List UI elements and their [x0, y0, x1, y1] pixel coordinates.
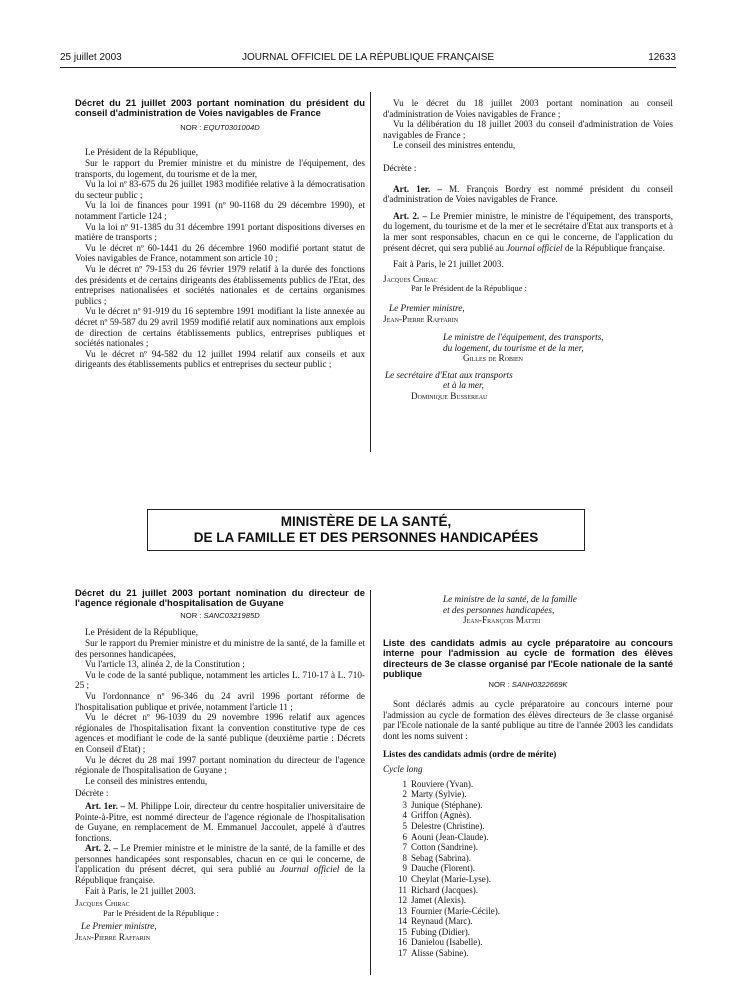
decree2-pm-name: Jean-Pierre Raffarin: [75, 932, 151, 943]
decree1-visas: [75, 147, 365, 369]
decree2-left-column: [75, 588, 365, 943]
list-item: [383, 810, 673, 821]
list-section-nor-code: SANH0322669K: [511, 680, 568, 690]
candidate-rank: 1: [402, 778, 407, 789]
candidate-rank: 4: [402, 810, 407, 821]
decree1-para-7: Vu le décret nº 91-919 du 16 septembre 1991 modifiant la liste annexée au décret nº 59-587 du 29 avril 1959 modifié relatif aux nominations aux emplois de direction de certains établissements publics, entreprises publiques et sociétés nationales ;: [75, 306, 365, 349]
candidate-name: Aouni (Jean-Claude).: [411, 831, 489, 842]
decree1-sec-role-1: Le secrétaire d'Etat aux transports: [385, 369, 513, 380]
decree1-right-para-0: Vu le décret du 18 juillet 2003 portant nomination au conseil d'administration de Voies navigables de France ;: [383, 98, 673, 119]
candidate-rank: 3: [402, 799, 407, 810]
candidate-name: Jamet (Alexis).: [411, 895, 466, 906]
decree1-article-2: Art. 2. – Le Premier ministre, le ministre de l'équipement, des transports, du logement, du tourisme et de la mer et le secrétaire d'Etat aux transports et à la mer sont responsables, chacun en ce qui le concerne, de l'application du présent décret, qui sera publié au Journal officiel de la République française.: [383, 210, 673, 253]
candidate-rank: 8: [402, 852, 407, 863]
decree2-para-1: Sur le rapport du Premier ministre et du ministre de la santé, de la famille et des personnes handicapées,: [75, 638, 365, 659]
list-item: [383, 937, 673, 948]
journal-title: JOURNAL OFFICIEL DE LA RÉPUBLIQUE FRANÇAISE: [241, 52, 495, 63]
candidate-name: Junique (Stéphane).: [411, 799, 483, 810]
decree1-done-at: Fait à Paris, le 21 juillet 2003.: [393, 259, 504, 270]
decree2-para-2: Vu l'article 13, alinéa 2, de la Constitution ;: [85, 659, 245, 670]
decree2-signer: Jacques Chirac: [75, 898, 130, 909]
list-item: [383, 821, 673, 832]
decree1-para-0: Le Président de la République,: [85, 147, 199, 158]
decree2-para-6: Vu le décret du 28 mai 1997 portant nomination du directeur de l'agence régionale de l'hospitalisation de Guyane ;: [75, 754, 365, 776]
decree2-para-5: Vu le décret nº 96-1039 du 29 novembre 1996 relatif aux agences régionales de l'hospitalisation fixant la convention constitutive type de ces agences et modifiant le code de la santé publique (deuxième partie : Décrets en Conseil d'Etat) ;: [75, 712, 365, 754]
decree1-nor-code: EQUT0301004D: [203, 122, 260, 132]
candidate-rank: 10: [398, 873, 407, 884]
decree2-nor-code: SANC0321985D: [203, 610, 260, 620]
list-item: [383, 842, 673, 853]
candidate-rank: 16: [398, 937, 407, 948]
candidate-rank: 12: [398, 895, 407, 906]
list-item: [383, 906, 673, 917]
decree2-article-1: [75, 801, 365, 843]
decree1-by-president: Par le Président de la République :: [411, 284, 527, 294]
candidate-rank: 17: [398, 948, 407, 959]
decree1-para-3: Vu la loi de finances pour 1991 (nº 90-1168 du 29 décembre 1990), et notamment l'article 124 ;: [75, 200, 365, 221]
candidate-rank: 14: [398, 916, 407, 927]
candidate-rank: 13: [398, 905, 407, 916]
decree2-done-at: Fait à Paris, le 21 juillet 2003.: [85, 885, 196, 896]
column-divider-bottom: [370, 590, 371, 975]
decree1-right-para-1: Vu la délibération du 18 juillet 2003 du conseil d'administration de Voies navigables de France ;: [383, 119, 673, 140]
decree1-left-column: [75, 98, 365, 370]
list-item: [383, 927, 673, 938]
candidate-name: Griffon (Agnès).: [411, 810, 472, 821]
decree1-nor: NOR : EQUT0301004D: [180, 122, 260, 132]
list-item: [383, 863, 673, 874]
candidate-name: Reynaud (Marc).: [411, 916, 473, 927]
decree2-art1-label: Art. 1er. –: [85, 800, 126, 811]
decree1-pm-role: Le Premier ministre,: [389, 302, 465, 313]
decree1-art1-label: Art. 1er. –: [393, 183, 442, 194]
decree1-title: Décret du 21 juillet 2003 portant nomination du président du conseil d'administration de Voies navigables de France: [75, 97, 365, 119]
decree2-pm-role: Le Premier ministre,: [81, 921, 157, 932]
decree1-para-5: Vu le décret nº 60-1441 du 26 décembre 1960 modifié portant statut de Voies navigables de France, notamment son article 10 ;: [75, 242, 365, 264]
list-item: [383, 885, 673, 896]
decree2-para-3: Vu le code de la santé publique, notamment les articles L. 710-17 à L. 710-25 ;: [75, 669, 365, 691]
list-section-title: Liste des candidats admis au cycle préparatoire au concours interne pour l'admission au cycle de formation des élèves directeurs de 3e classe organisé par l'Ecole nationale de la santé publique: [383, 636, 673, 679]
candidate-name: Alisse (Sabine).: [411, 948, 469, 959]
decree2-para-4: Vu l'ordonnance nº 96-346 du 24 avril 1996 portant réforme de l'hospitalisation publique et privée, notamment l'article 11 ;: [75, 690, 365, 712]
decree1-pm-name: Jean-Pierre Raffarin: [383, 313, 459, 324]
decree1-min-name: Gilles de Robien: [463, 353, 524, 364]
decree1-min-role-1: Le ministre de l'équipement, des transports,: [443, 332, 604, 343]
page-number: 12633: [648, 52, 676, 63]
decree1-para-8: Vu le décret nº 94-582 du 12 juillet 1994 relatif aux conseils et aux dirigeants des établissements publics et entreprises du secteur public ;: [75, 348, 365, 370]
decree1-decrete: Décrète :: [383, 162, 417, 173]
decree1-para-4: Vu la loi nº 91-1385 du 31 décembre 1991 portant dispositions diverses en matière de transports ;: [75, 221, 365, 243]
candidate-rank: 7: [402, 842, 407, 853]
decree2-para-7: Le conseil des ministres entendu,: [85, 775, 208, 786]
candidate-name: Marty (Sylvie).: [411, 789, 467, 800]
decree1-sec-name: Dominique Bussereau: [411, 391, 488, 402]
list-item: [383, 789, 673, 800]
candidate-name: Cheylat (Marie-Lyse).: [411, 873, 491, 884]
ministry-heading-box: [147, 509, 585, 551]
decree1-para-2: Vu la loi nº 83-675 du 26 juillet 1983 modifiée relative à la démocratisation du secteur public ;: [75, 179, 365, 200]
decree2-min-name: Jean-François Mattei: [463, 615, 541, 626]
candidate-rank: 6: [402, 831, 407, 842]
list-subheading: Cycle long: [383, 763, 423, 774]
list-item: [383, 853, 673, 864]
decree2-para-0: Le Président de la République,: [85, 627, 199, 638]
candidate-rank: 5: [402, 820, 407, 831]
list-item: [383, 895, 673, 906]
decree2-nor: NOR : SANC0321985D: [180, 610, 260, 620]
ministry-line-2: DE LA FAMILLE ET DES PERSONNES HANDICAPÉES: [193, 530, 539, 545]
decree2-title: Décret du 21 juillet 2003 portant nomination du directeur de l'agence régionale d'hospitalisation de Guyane: [75, 587, 365, 609]
list-item: [383, 832, 673, 843]
candidate-name: Richard (Jacques).: [411, 884, 478, 895]
list-right-column: [383, 594, 673, 959]
issue-date: 25 juillet 2003: [60, 52, 122, 63]
candidate-name: Danielou (Isabelle).: [411, 937, 483, 948]
page-header: [60, 52, 676, 66]
list-heading: Listes des candidats admis (ordre de mérite): [383, 749, 557, 760]
list-item: [383, 916, 673, 927]
decree2-by-president: Par le Président de la République :: [103, 908, 219, 918]
decree2-min-role-1: Le ministre de la santé, de la famille: [443, 594, 577, 604]
decree2-min-role-2: et des personnes handicapées,: [443, 604, 555, 615]
candidate-name: Fournier (Marie-Cécile).: [411, 905, 500, 916]
candidate-list: [383, 779, 673, 959]
decree1-para-6: Vu le décret nº 79-153 du 26 février 1979 relatif à la durée des fonctions des présidents et de certains dirigeants des établissements publics de l'Etat, des entreprises nationalisées et sociétés nationales et de certains organismes publics ;: [75, 263, 365, 306]
candidate-name: Delestre (Christine).: [411, 820, 485, 831]
list-section-nor: NOR : SANH0322669K: [488, 680, 568, 690]
list-item: [383, 874, 673, 885]
decree1-right-column: [383, 98, 673, 402]
decree1-sec-role-2: et à la mer,: [443, 380, 484, 391]
list-item: [383, 948, 673, 959]
candidate-name: Dauche (Florent).: [411, 863, 475, 874]
ministry-line-1: MINISTÈRE DE LA SANTÉ,: [280, 514, 452, 529]
decree1-right-para-2: Le conseil des ministres entendu,: [393, 140, 516, 151]
decree1-art1-text: M. François Bordry est nommé président du conseil d'administration de Voies navigables de France.: [383, 183, 674, 205]
decree2-decrete: Décrète :: [75, 788, 109, 799]
decree1-article-1: [383, 184, 673, 205]
decree2-article-2: Art. 2. – Le Premier ministre et le ministre de la santé, de la famille et des personnes handicapées sont responsables, chacun en ce qui le concerne, de l'application du présent décret, qui sera publié au Journal officiel de la République française.: [75, 843, 366, 886]
candidate-rank: 11: [398, 884, 407, 895]
list-section-intro: Sont déclarés admis au cycle préparatoire au concours interne pour l'admission au cycle de formation des élèves directeurs de 3e classe organisé par l'Ecole nationale de la santé publique au titre de l'année 2003 les candidats dont les noms suivent :: [383, 699, 673, 741]
candidate-name: Sebag (Sabrina).: [411, 852, 471, 863]
candidate-name: Rouviere (Yvan).: [411, 778, 474, 789]
candidate-name: Cotton (Sandrine).: [411, 842, 478, 853]
decree1-min-role-2: du logement, du tourisme et de la mer,: [443, 342, 584, 353]
header-rule: [60, 67, 676, 68]
candidate-rank: 15: [398, 926, 407, 937]
decree1-signer: Jacques Chirac: [383, 273, 438, 284]
list-item: [383, 800, 673, 811]
decree1-art2-label: Art. 2. –: [393, 210, 428, 221]
candidate-rank: 2: [402, 789, 407, 800]
journal-officiel-ref: Journal officiel: [506, 242, 563, 253]
candidate-rank: 9: [402, 863, 407, 874]
column-divider-top: [370, 92, 371, 452]
list-item: [383, 779, 673, 790]
decree1-para-1: Sur le rapport du Premier ministre et du ministre de l'équipement, des transports, du logement, du tourisme et de la mer,: [75, 158, 365, 179]
decree2-art2-label: Art. 2. –: [85, 843, 118, 854]
journal-officiel-ref: Journal officiel: [280, 864, 340, 875]
decree2-art1-text: M. Philippe Loir, directeur du centre hospitalier universitaire de Pointe-à-Pitre, est nommé directeur de l'agence régionale de l'hospitalisation de Guyane, en remplacement de M. Emmanuel Jaccoulet, appelé à d'autres fonctions.: [75, 800, 365, 843]
candidate-name: Fubing (Didier).: [411, 926, 470, 937]
